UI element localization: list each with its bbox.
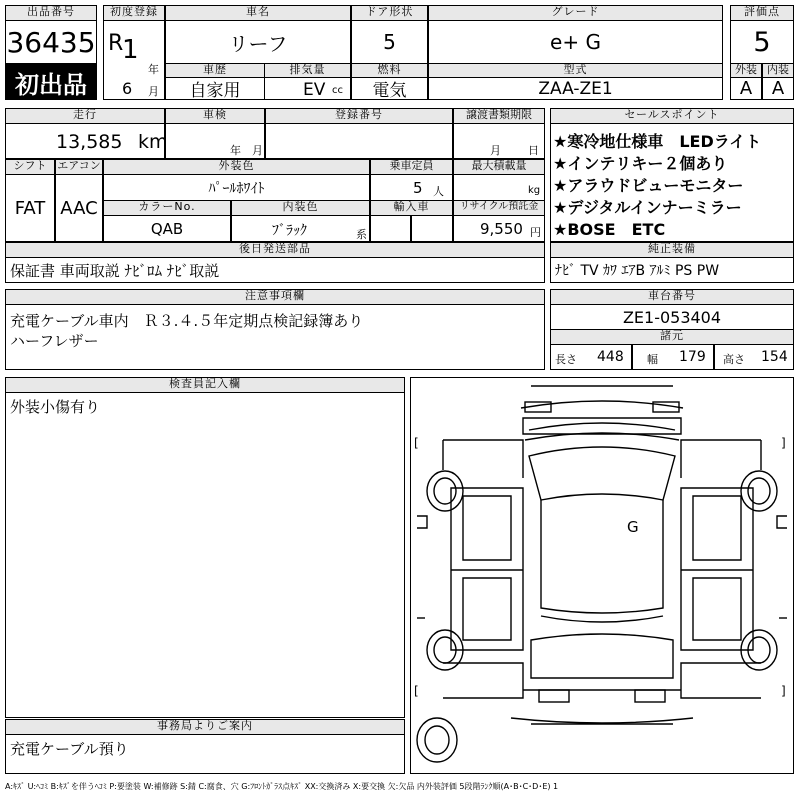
score: 5: [730, 20, 794, 64]
inspector-label: 検査員記入欄: [5, 377, 405, 393]
inspector-box: [5, 392, 405, 718]
month-unit: 月: [148, 85, 159, 98]
inspection-year-unit: 年: [230, 144, 241, 157]
exterior-grade: A: [730, 77, 762, 100]
inspector-text: 外装小傷有り: [10, 398, 101, 416]
displacement: EV: [303, 80, 326, 100]
mileage: 13,585: [56, 131, 123, 153]
dims-label: 諸元: [550, 329, 794, 345]
equipment: ﾅﾋﾞ TV ｶﾜ ｴｱB ｱﾙﾐ PS PW: [550, 257, 794, 283]
notes-line-1: 充電ケーブル車内 Ｒ３.４.５年定期点検記録簿あり: [10, 312, 364, 330]
transfer-cell: [453, 123, 545, 159]
capacity-label: 乗車定員: [370, 159, 453, 175]
sales-points-label: セールスポイント: [550, 108, 794, 124]
int-color-cell: [231, 215, 370, 242]
first-reg-cell: [103, 20, 165, 100]
grade-label: グレード: [428, 5, 723, 21]
chassis-no: ZE1-053404: [550, 304, 794, 330]
inspection-label: 車検: [165, 108, 265, 124]
lot-no: 36435: [5, 20, 97, 64]
damage-mark-g: G: [627, 518, 639, 536]
first-reg-label: 初度登録: [103, 5, 165, 21]
int-color-label: 内装色: [231, 200, 370, 216]
length-label: 長さ: [555, 353, 577, 366]
max-load-label: 最大積載量: [453, 159, 545, 175]
height-cell: [714, 344, 794, 370]
recycle-cell: [453, 215, 545, 242]
length: 448: [597, 349, 624, 365]
bracket-right-rear: ]: [781, 684, 786, 698]
width-label: 幅: [647, 353, 658, 366]
car-diagram-drawing: [411, 378, 793, 773]
recycle-label: リサイクル預託金: [453, 200, 545, 216]
reg-no-cell: [265, 123, 453, 159]
office-text: 充電ケーブル預り: [10, 740, 129, 758]
max-load-unit: kg: [528, 185, 541, 196]
mileage-unit: km: [138, 131, 168, 153]
year-unit: 年: [148, 63, 159, 76]
notes-label: 注意事項欄: [5, 289, 545, 305]
reg-year: 1: [122, 35, 139, 65]
mileage-cell: [5, 123, 168, 159]
sales-points-box: [550, 123, 794, 242]
sales-point-3: ★アラウドビューモニター: [553, 176, 744, 195]
color-no-label: カラーNo.: [103, 200, 231, 216]
exterior-label: 外装: [730, 63, 762, 78]
first-listing-badge: 初出品: [5, 64, 97, 100]
grade: e+ G: [428, 20, 723, 64]
inspection-cell: [165, 123, 265, 159]
car-name: リーフ: [165, 20, 351, 64]
width: 179: [679, 349, 706, 365]
import-label: 輸入車: [370, 200, 453, 216]
transfer-month-unit: 月: [490, 144, 501, 157]
office-box: [5, 734, 405, 774]
transfer-label: 譲渡書類期限: [453, 108, 545, 124]
bracket-left: [: [414, 436, 419, 450]
ac-label: エアコン: [55, 159, 103, 175]
import-cell-b: [411, 215, 453, 242]
reg-no-label: 登録番号: [265, 108, 453, 124]
recycle: 9,550: [480, 220, 523, 238]
length-cell: [550, 344, 632, 370]
height: 154: [761, 349, 788, 365]
capacity-cell: [370, 174, 453, 201]
history-label: 車歴: [165, 63, 265, 78]
later-items-label: 後日発送部品: [5, 242, 545, 258]
sales-point-2: ★インテリキー２個あり: [553, 154, 728, 173]
score-label: 評価点: [730, 5, 794, 21]
int-color: ﾌﾞﾗｯｸ: [272, 223, 307, 239]
notes-box: [5, 304, 545, 370]
interior-grade: A: [762, 77, 794, 100]
doors: 5: [351, 20, 428, 64]
int-color-unit: 系: [356, 228, 367, 241]
displacement-unit: cc: [332, 85, 343, 96]
transfer-day-unit: 日: [528, 144, 539, 157]
bracket-left-rear: [: [414, 684, 419, 698]
chassis-label: 車台番号: [550, 289, 794, 305]
capacity: 5: [413, 179, 423, 197]
equipment-label: 純正装備: [550, 242, 794, 258]
shift: FAT: [5, 174, 55, 242]
max-load-cell: [453, 174, 545, 201]
ac: AAC: [55, 174, 103, 242]
doors-label: ドア形状: [351, 5, 428, 21]
import-cell-a: [370, 215, 411, 242]
history: 自家用: [165, 77, 265, 100]
bracket-right: ]: [781, 436, 786, 450]
legend: A:ｷｽﾞ U:ﾍｺﾐ B:ｷｽﾞを伴うﾍｺﾐ P:要塗装 W:補修跡 S:錆 C:腐食、穴 G:ﾌﾛﾝﾄｶﾞﾗｽ点ｷｽﾞ XX:交換済み X:要交換 欠:欠品 内外装評価 5段階ﾗﾝｸ順(A･B･C･D･E) 1: [5, 782, 559, 791]
displacement-label: 排気量: [264, 63, 351, 78]
interior-label: 内装: [762, 63, 794, 78]
mileage-label: 走行: [5, 108, 165, 124]
car-name-label: 車名: [165, 5, 351, 21]
color-no: QAB: [103, 215, 231, 242]
recycle-unit: 円: [530, 226, 541, 239]
capacity-unit: 人: [433, 185, 444, 198]
model-label: 型式: [428, 63, 723, 78]
notes-line-2: ハーフレザー: [10, 332, 99, 350]
model: ZAA-ZE1: [428, 77, 723, 100]
office-label: 事務局よりご案内: [5, 719, 405, 735]
reg-month: 6: [122, 79, 133, 98]
inspection-month-unit: 月: [252, 144, 263, 157]
shift-label: シフト: [5, 159, 55, 175]
lot-no-label: 出品番号: [5, 5, 97, 21]
ext-color: ﾊﾟｰﾙﾎﾜｲﾄ: [103, 174, 370, 201]
height-label: 高さ: [723, 353, 745, 366]
later-items: 保証書 車両取説 ﾅﾋﾞﾛﾑ ﾅﾋﾞ取説: [5, 257, 545, 283]
fuel-label: 燃料: [351, 63, 428, 78]
displacement-cell: [264, 77, 351, 100]
fuel: 電気: [351, 77, 428, 100]
sales-point-1: ★寒冷地仕様車 LEDライト: [553, 132, 762, 151]
sales-point-4: ★デジタルインナーミラー: [553, 198, 742, 217]
ext-color-label: 外装色: [103, 159, 370, 175]
car-diagram: [410, 377, 794, 774]
sales-point-5: ★BOSE ETC: [553, 220, 666, 239]
era: R: [108, 31, 124, 56]
width-cell: [632, 344, 714, 370]
